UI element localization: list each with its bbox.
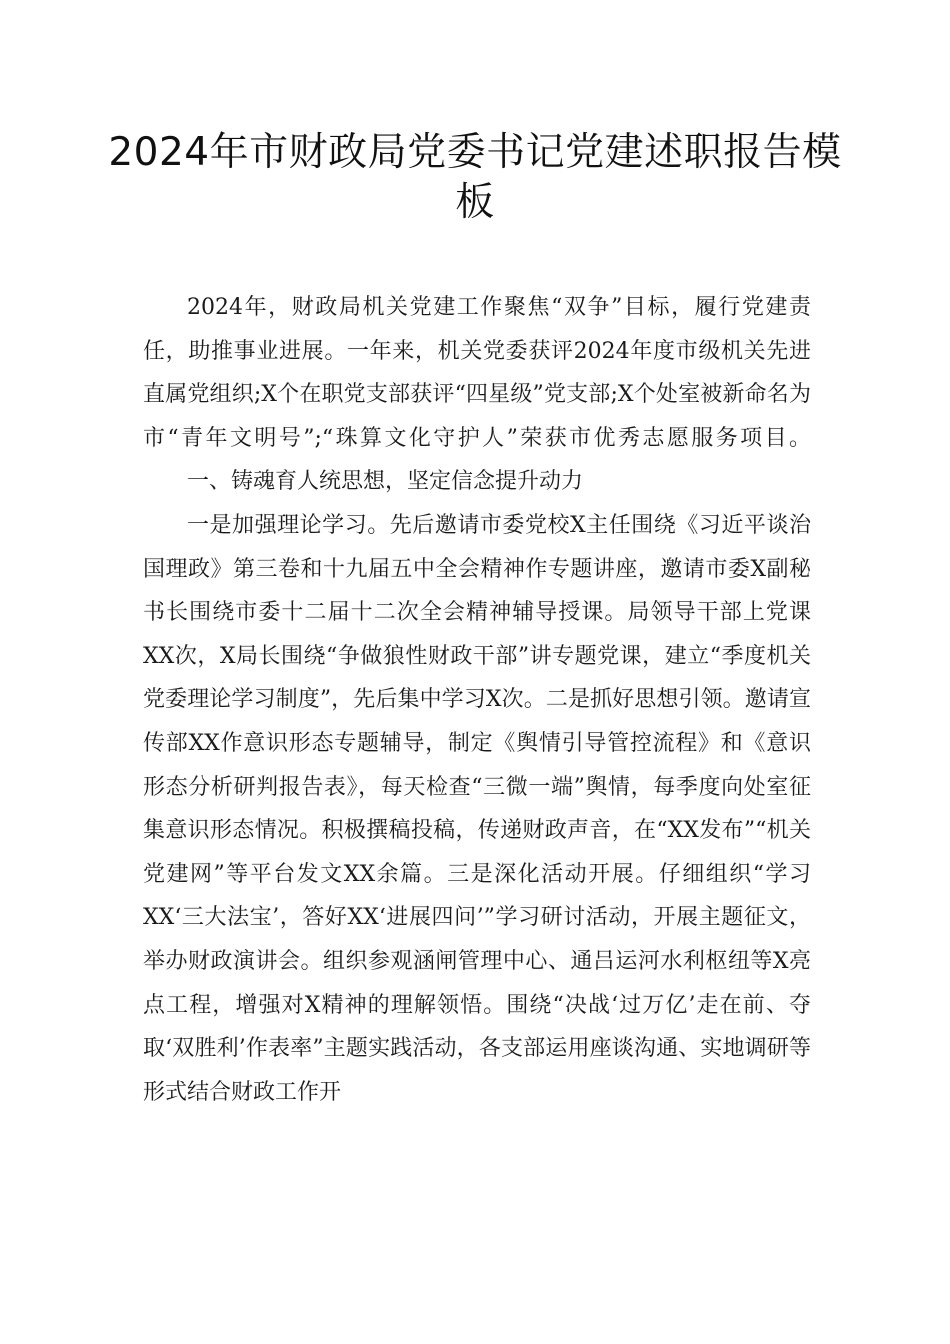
section-heading-1: 一、铸魂育人统思想，坚定信念提升动力 xyxy=(187,469,584,495)
paragraph-intro xyxy=(143,286,811,504)
paragraph-theory-study: 一是加强理论学习。先后邀请市委党校X主任围绕《习近平谈治国理政》第三卷和十九届五中全会精神作专题讲座，邀请市委X副秘书长围绕市委十二届十二次全会精神辅导授课。局领导干部上党课XX次，X局长围绕“争做狼性财政干部”讲专题党课，建立“季度机关党委理论学习制度”，先后集中学习X次。二是抓好思想引领。邀请宣传部XX作意识形态专题辅导，制定《舆情引导管控流程》和《意识形态分析研判报告表》，每天检查“三微一端”舆情，每季度向处室征集意识形态情况。积极撰稿投稿，传递财政声音，在“XX发布”“机关党建网”等平台发文XX余篇。三是深化活动开展。仔细组织“学习XX‘三大法宝’，答好XX‘进展四问’”学习研讨活动，开展主题征文，举办财政演讲会。组织参观涵闸管理中心、通吕运河水利枢纽等X亮点工程，增强对X精神的理解领悟。围绕“决战‘过万亿’走在前、夺取‘双胜利’作表率”主题实践活动，各支部运用座谈沟通、实地调研等形式结合财政工作开 xyxy=(143,512,811,1105)
document-body xyxy=(143,286,811,1114)
paragraph-intro-text: 2024年，财政局机关党建工作聚焦“双争”目标，履行党建责任，助推事业进展。一年来，机关党委获评2024年度市级机关先进直属党组织;X个在职党支部获评“四星级”党支部;X个处室被新命名为市“青年文明号”;“珠算文化守护人”荣获市优秀志愿服务项目。 xyxy=(143,295,811,451)
document-title: 2024年市财政局党委书记党建述职报告模板 xyxy=(108,130,842,225)
